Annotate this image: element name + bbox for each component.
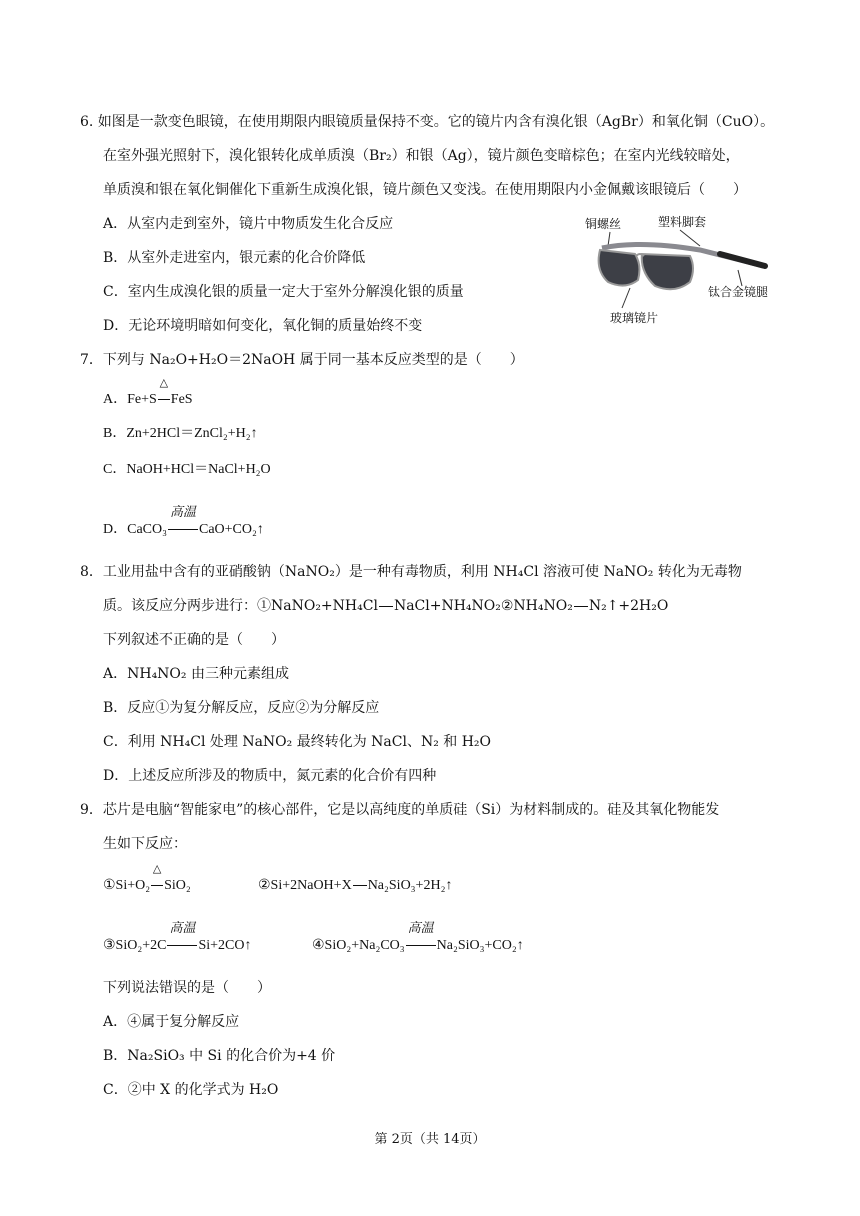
q8-reaction-1-reactants: 质。该反应分两步进行：①NaNO₂+NH₄Cl <box>103 598 378 614</box>
figure-label-plastic-cover: 塑料脚套 <box>658 215 707 229</box>
q6-stem-line-1: 6. 如图是一款变色眼镜，在使用期限内眼镜质量保持不变。它的镜片内含有溴化银（AgBr）和氧化铜（CuO）。 <box>80 114 775 130</box>
q8-option-b[interactable]: B．反应①为复分解反应，反应②为分解反应 <box>103 700 380 716</box>
q9-option-c[interactable]: C．②中 X 的化学式为 H₂O <box>103 1082 279 1098</box>
q9-r3-products: Si+2CO↑ <box>198 938 252 953</box>
equals-bar <box>574 606 588 607</box>
q9-reaction-2 <box>258 876 452 896</box>
figure-label-titanium-leg: 钛合金镜腿 <box>708 285 769 299</box>
q9-option-b[interactable]: B．Na₂SiO₃ 中 Si 的化合价为+4 价 <box>103 1048 336 1064</box>
q8-option-c[interactable]: C．利用 NH₄Cl 处理 NaNO₂ 最终转化为 NaCl、N₂ 和 H₂O <box>103 734 492 750</box>
q8-stem-line-1: 8．工业用盐中含有的亚硝酸钠（NaNO₂）是一种有毒物质，利用 NH₄Cl 溶液可使 NaNO₂ 转化为无毒物 <box>80 564 742 580</box>
q8-reaction-2-reactants: NaCl+NH₄NO₂②NH₄NO₂ <box>393 598 573 614</box>
q9-r4-reactants: ④SiO₂+Na₂CO₃ <box>312 938 405 953</box>
sunglasses-figure <box>580 210 780 335</box>
q6-stem-line-3: 单质溴和银在氧化铜催化下重新生成溴化银，镜片颜色又变浅。在使用期限内小金佩戴该眼镜后（ ） <box>103 182 747 198</box>
q6-option-d[interactable]: D．无论环境明暗如何变化，氧化铜的质量始终不变 <box>103 318 423 334</box>
q8-reaction-2-products: N₂↑+2H₂O <box>588 598 669 614</box>
q7-option-c[interactable]: C．NaOH+HCl＝NaCl+H₂O <box>103 462 271 477</box>
high-temperature-condition <box>405 920 437 956</box>
heat-triangle-icon: △ <box>152 863 162 875</box>
q9-r1-reactants: ①Si+O₂ <box>103 878 151 893</box>
q7-option-d[interactable] <box>103 504 264 540</box>
page-footer: 第 2页（共 14页） <box>374 1132 486 1147</box>
q8-stem-line-3: 下列叙述不正确的是（ ） <box>103 632 285 648</box>
figure-label-copper-screw: 铜螺丝 <box>585 217 622 231</box>
q6-stem-line-2: 在室外强光照射下，溴化银转化成单质溴（Br₂）和银（Ag），镜片颜色变暗棕色；在室内光线较暗处， <box>103 148 740 164</box>
q7-option-a[interactable] <box>103 377 193 410</box>
q6-option-a[interactable]: A．从室内走到室外，镜片中物质发生化合反应 <box>103 216 394 232</box>
figure-label-glass-lens: 玻璃镜片 <box>610 311 659 325</box>
q7-a-reactants: A．Fe+S <box>103 392 157 407</box>
q9-r2-reactants: ②Si+2NaOH+X <box>258 878 352 893</box>
q6-option-c[interactable]: C．室内生成溴化银的质量一定大于室外分解溴化银的质量 <box>103 284 464 300</box>
high-temperature-condition <box>166 920 198 956</box>
q8-option-d[interactable]: D．上述反应所涉及的物质中，氮元素的化合价有四种 <box>103 768 437 784</box>
high-temp-label: 高温 <box>169 504 196 519</box>
q9-r2-products: Na₂SiO₃+2H₂↑ <box>367 878 453 893</box>
q8-option-a[interactable]: A．NH₄NO₂ 由三种元素组成 <box>103 666 289 682</box>
heat-triangle-icon: △ <box>159 377 169 389</box>
high-temp-label: 高温 <box>407 920 434 935</box>
q9-r3-reactants: ③SiO₂+2C <box>103 938 167 953</box>
q7-a-products: FeS <box>170 392 193 407</box>
q7-option-b[interactable]: B．Zn+2HCl＝ZnCl₂+H₂↑ <box>103 426 258 441</box>
q9-option-a[interactable]: A．④属于复分解反应 <box>103 1014 240 1030</box>
equals-bar <box>379 606 393 607</box>
q9-stem-line-3: 下列说法错误的是（ ） <box>103 980 271 996</box>
q9-r1-products: SiO₂ <box>164 878 191 893</box>
q9-stem-line-1: 9．芯片是电脑“智能家电”的核心部件，它是以高纯度的单质硅（Si）为材料制成的。硅及其氧化物能发 <box>80 802 720 818</box>
q9-r4-products: Na₂SiO₃+CO₂↑ <box>436 938 524 953</box>
q7-d-products: CaO+CO₂↑ <box>199 522 264 537</box>
heat-condition <box>150 863 164 896</box>
q9-reaction-4 <box>312 920 524 956</box>
q9-stem-line-2: 生如下反应： <box>103 836 187 852</box>
high-temperature-condition <box>167 504 199 540</box>
q9-reaction-1 <box>103 863 191 896</box>
high-temp-label: 高温 <box>169 920 196 935</box>
q7-d-reactants: D．CaCO₃ <box>103 522 167 537</box>
heat-condition <box>157 377 171 410</box>
q7-stem: 7．下列与 Na₂O+H₂O＝2NaOH 属于同一基本反应类型的是（ ） <box>80 352 524 368</box>
q8-stem-line-2 <box>103 596 668 616</box>
q9-reaction-3 <box>103 920 252 956</box>
q6-option-b[interactable]: B．从室外走进室内，银元素的化合价降低 <box>103 250 366 266</box>
